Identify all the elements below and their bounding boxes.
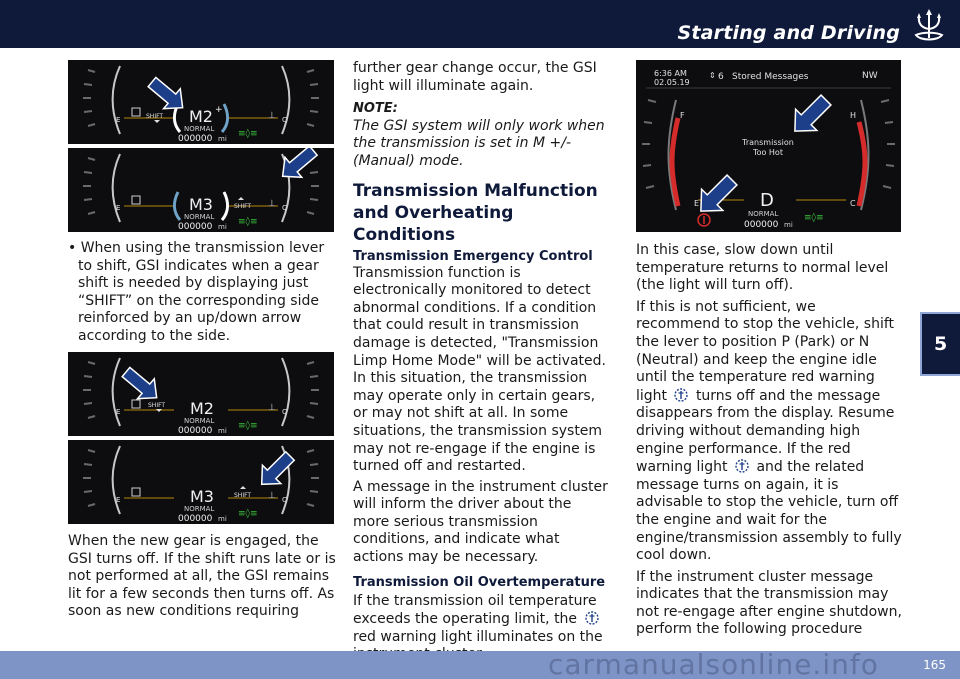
subheading-oil-overtemperature: Transmission Oil Overtemperature <box>353 574 606 590</box>
svg-text:000000: 000000 <box>178 426 213 436</box>
svg-text:C: C <box>282 116 287 124</box>
overtemp-paragraph: If the transmission oil temperature exceeds the operating limit, the red warning light illuminates on the <box>353 592 603 645</box>
transmission-warning-icon <box>734 458 750 474</box>
svg-text:mi: mi <box>218 515 227 523</box>
cluster-image-shift-up-m3 <box>68 148 334 232</box>
svg-text:M3: M3 <box>190 487 214 506</box>
svg-text:mi: mi <box>218 135 227 143</box>
svg-text:mi: mi <box>218 427 227 435</box>
svg-text:E: E <box>116 116 121 124</box>
recommendation-paragraph: If this is not sufficient, we recommend to stop the vehicle, shift the lever to position P (Park) or N (Neutral) and keep the engine idle until the temperature red warning light turns off and the message disappears from the display. Resume driving without demanding high engine performance. If the red warning light and the related message turns on again, it is advisable to stop the vehicle, turn off the engine and wait for the engine/transmission assembly to fully cool down. <box>636 298 902 564</box>
gsi-bullet: • When using the transmission lever to shift, GSI indicates when a gear shift is needed by displaying just “SHIFT” on the corresponding side reinforced by an up/down arrow according to the side. <box>68 240 325 344</box>
subheading-emergency-control: Transmission Emergency Control <box>353 248 593 264</box>
arrow-icon <box>274 148 321 186</box>
arrow-icon <box>690 169 742 221</box>
svg-text:SHIFT: SHIFT <box>234 203 252 210</box>
svg-text:⊥: ⊥ <box>268 199 276 209</box>
svg-text:C: C <box>282 496 287 504</box>
note-label: NOTE: <box>353 101 398 117</box>
page-header <box>0 0 960 48</box>
cluster-message-paragraph: A message in the instrument cluster will inform the driver about the more serious transmission conditions, and indicate what actions may be necessary. <box>353 478 608 566</box>
svg-text:C: C <box>850 199 856 208</box>
trident-icon <box>912 8 946 44</box>
svg-text:mi: mi <box>218 223 227 231</box>
chapter-tab[interactable] <box>920 312 960 376</box>
svg-text:NORMAL: NORMAL <box>748 210 779 218</box>
svg-text:≡◊≡: ≡◊≡ <box>804 213 824 223</box>
arrow-icon <box>253 447 300 494</box>
svg-text:000000: 000000 <box>178 222 213 232</box>
svg-text:⇕: ⇕ <box>709 71 716 80</box>
svg-text:E: E <box>116 496 121 504</box>
svg-text:C: C <box>282 204 287 212</box>
page-number: 165 <box>923 658 946 672</box>
transmission-warning-icon <box>584 610 600 626</box>
slow-down-paragraph: In this case, slow down until temperature returns to normal level (the light will turn off). <box>636 242 889 294</box>
svg-text:000000: 000000 <box>744 220 779 230</box>
svg-text:mi: mi <box>784 221 793 229</box>
svg-text:6:36 AM: 6:36 AM <box>654 69 687 78</box>
gsi-paragraph: When the new gear is engaged, the GSI turns off. If the shift runs late or is not performed at all, the GSI remains lit for a few seconds then turns off. As soon as new conditions requiring <box>68 533 336 620</box>
section-heading: Transmission Malfunction and Overheating Conditions <box>353 180 598 245</box>
svg-text:Too Hot: Too Hot <box>753 148 783 157</box>
svg-text:D: D <box>760 190 774 211</box>
svg-text:NORMAL: NORMAL <box>184 125 215 133</box>
svg-text:M2: M2 <box>189 107 213 126</box>
svg-text:H: H <box>850 111 857 120</box>
cluster-image-transmission-too-hot <box>636 60 901 232</box>
svg-text:Transmission: Transmission <box>742 138 794 147</box>
svg-text:≡◊≡: ≡◊≡ <box>238 421 258 431</box>
gsi-continuation: further gear change occur, the GSI light will illuminate again. <box>353 60 597 94</box>
arrow-icon <box>784 89 836 141</box>
column-2 <box>353 60 611 664</box>
svg-text:C: C <box>282 408 287 416</box>
svg-text:SHIFT: SHIFT <box>234 492 252 499</box>
svg-text:⊥: ⊥ <box>268 491 276 501</box>
cluster-image-shift-up-m2 <box>68 60 334 144</box>
procedure-paragraph: If the instrument cluster message indicates that the transmission may not re-engage after engine shutdown, perform the following procedure <box>636 568 902 638</box>
svg-text:E: E <box>694 199 700 208</box>
svg-text:NORMAL: NORMAL <box>184 213 215 221</box>
column-3 <box>636 242 904 639</box>
svg-text:≡◊≡: ≡◊≡ <box>238 509 258 519</box>
svg-text:E: E <box>116 204 121 212</box>
svg-text:000000: 000000 <box>178 134 213 144</box>
transmission-warning-icon <box>673 387 689 403</box>
note-text: The GSI system will only work when the transmission is set in M +/- (Manual) mode. <box>353 117 605 169</box>
svg-text:NW: NW <box>862 71 878 81</box>
svg-text:F: F <box>680 111 685 120</box>
svg-text:≡◊≡: ≡◊≡ <box>238 129 258 139</box>
transmission-warning-icon <box>698 214 710 226</box>
cluster-image-shift-down-m2 <box>68 352 334 436</box>
svg-text:000000: 000000 <box>178 514 213 524</box>
cluster-image-shift-down-m3 <box>68 440 334 524</box>
watermark: carmanualsonline.info <box>548 648 879 679</box>
svg-text:NORMAL: NORMAL <box>184 417 215 425</box>
svg-text:E: E <box>116 408 121 416</box>
svg-text:NORMAL: NORMAL <box>184 505 215 513</box>
svg-text:M3: M3 <box>189 195 213 214</box>
arrow-icon <box>118 362 165 408</box>
svg-text:⊥: ⊥ <box>268 403 276 413</box>
chapter-number: 5 <box>934 333 948 355</box>
svg-text:+: + <box>215 105 223 115</box>
svg-text:M2: M2 <box>190 399 214 418</box>
svg-text:02.05.19: 02.05.19 <box>654 78 690 87</box>
svg-text:Stored Messages: Stored Messages <box>732 72 809 82</box>
svg-text:SHIFT: SHIFT <box>146 113 164 120</box>
section-title: Starting and Driving <box>677 22 900 44</box>
arrow-icon <box>144 72 191 118</box>
emergency-control-paragraph: Transmission function is electronically monitored to detect abnormal conditions. If a condition that could result in transmission damage is detected, "Transmission Limp Home Mode" will be activated. In this situation, the transmission may operate only in certain gears, or may not shift at all. In some situations, the transmission system may not re-engage if the engine is turned off and restarted. <box>353 264 606 475</box>
svg-text:⊥: ⊥ <box>268 111 276 121</box>
svg-text:≡◊≡: ≡◊≡ <box>238 217 258 227</box>
svg-text:SHIFT: SHIFT <box>148 402 166 409</box>
svg-text:6: 6 <box>718 72 724 82</box>
